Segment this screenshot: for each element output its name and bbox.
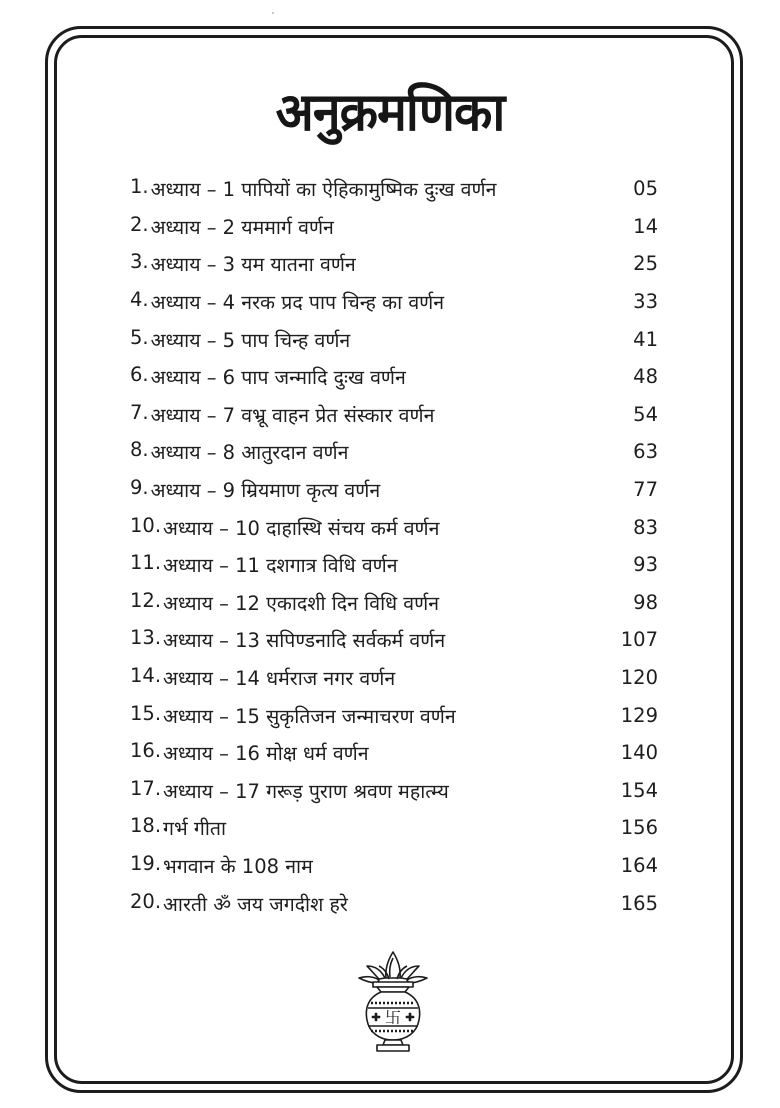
toc-entry-label: अध्याय – 3 यम यातना वर्णन [150,253,356,277]
toc-entry-number: 11. [130,551,162,575]
toc-entry-label: अध्याय – 14 धर्मराज नगर वर्णन [163,667,396,691]
toc-entry-page: 77 [633,478,658,502]
toc-entry[interactable] [130,659,658,697]
toc-entry-page: 129 [620,703,658,727]
toc-entry-page: 154 [620,778,658,802]
toc-entry-label: अध्याय – 13 सपिण्डनादि सर्वकर्म वर्णन [163,629,446,653]
toc-entry[interactable] [130,283,658,321]
toc-entry-number: 14. [130,664,162,688]
toc-entry-label: अध्याय – 7 वभ्रू वाहन प्रेत संस्कार वर्णन [150,403,435,427]
toc-entry-page: 48 [633,365,658,389]
toc-entry-number: 5. [130,325,149,349]
toc-entry-label: अध्याय – 15 सुकृतिजन जन्माचरण वर्णन [163,704,456,728]
toc-entry-label: अध्याय – 10 दाहास्थि संचय कर्म वर्णन [163,516,440,540]
table-of-contents [130,170,658,922]
toc-entry-label: आरती ॐ जय जगदीश हरे [163,892,348,916]
toc-entry-page: 54 [633,402,658,426]
toc-entry-page: 107 [620,628,658,652]
toc-entry[interactable] [130,546,658,584]
toc-entry-number: 18. [130,814,162,838]
toc-entry[interactable] [130,884,658,922]
toc-entry-number: 10. [130,513,162,537]
toc-entry[interactable] [130,508,658,546]
toc-entry-label: अध्याय – 12 एकादशी दिन विधि वर्णन [163,591,440,615]
toc-entry-label: अध्याय – 6 पाप जन्मादि दुःख वर्णन [150,366,406,390]
toc-entry-label: अध्याय – 4 नरक प्रद पाप चिन्ह का वर्णन [150,291,445,315]
toc-entry-page: 164 [620,853,658,877]
toc-entry-number: 2. [130,212,149,236]
toc-entry-label: अध्याय – 5 पाप चिन्ह वर्णन [150,328,351,352]
toc-entry-number: 3. [130,250,149,274]
paper-speck [272,12,274,14]
toc-entry-label: अध्याय – 1 पापियों का ऐहिकामुष्मिक दुःख वर्णन [150,178,497,202]
toc-entry-number: 7. [130,400,149,424]
toc-entry[interactable] [130,170,658,208]
toc-entry[interactable] [130,809,658,847]
toc-entry-label: अध्याय – 2 यममार्ग वर्णन [150,215,334,239]
toc-entry-label: अध्याय – 17 गरूड़ पुराण श्रवण महात्म्य [163,779,449,803]
toc-entry[interactable] [130,847,658,885]
toc-entry[interactable] [130,320,658,358]
toc-entry[interactable] [130,471,658,509]
toc-entry-page: 14 [633,214,658,238]
toc-entry-page: 05 [633,177,658,201]
toc-entry-page: 140 [620,741,658,765]
toc-entry-page: 93 [633,553,658,577]
toc-entry-number: 1. [130,175,149,199]
toc-entry-page: 156 [620,816,658,840]
toc-entry-page: 41 [633,327,658,351]
toc-entry-label: अध्याय – 8 आतुरदान वर्णन [150,441,349,465]
toc-entry-label: अध्याय – 11 दशगात्र विधि वर्णन [163,554,398,578]
toc-entry[interactable] [130,696,658,734]
toc-entry[interactable] [130,621,658,659]
toc-entry[interactable] [130,358,658,396]
toc-entry-number: 17. [130,776,162,800]
toc-entry[interactable] [130,396,658,434]
toc-entry-label: अध्याय – 16 मोक्ष धर्म वर्णन [163,742,369,766]
toc-entry-label: भगवान के 108 नाम [163,854,313,878]
toc-entry[interactable] [130,772,658,810]
toc-entry-number: 15. [130,701,162,725]
toc-entry-page: 63 [633,440,658,464]
toc-entry-number: 19. [130,851,162,875]
toc-entry-number: 9. [130,476,149,500]
toc-entry-page: 33 [633,290,658,314]
toc-entry-label: अध्याय – 9 म्रियमाण कृत्य वर्णन [150,479,381,503]
swastika-symbol: 卐 [384,1008,402,1027]
toc-entry-number: 8. [130,438,149,462]
page-title: अनुक्रमणिका [275,81,505,143]
toc-entry-label: गर्भ गीता [163,817,227,841]
toc-entry[interactable] [130,734,658,772]
toc-entry-page: 25 [633,252,658,276]
toc-entry-page: 98 [633,590,658,614]
toc-entry-number: 20. [130,889,162,913]
toc-entry[interactable] [130,245,658,283]
toc-entry-page: 83 [633,515,658,539]
toc-entry-number: 16. [130,739,162,763]
kalash-icon [355,948,431,1056]
toc-entry-number: 6. [130,363,149,387]
toc-entry-number: 4. [130,288,149,312]
toc-entry-page: 165 [620,891,658,915]
toc-entry[interactable] [130,208,658,246]
toc-entry-number: 12. [130,588,162,612]
toc-entry-page: 120 [620,666,658,690]
toc-entry[interactable] [130,433,658,471]
toc-entry-number: 13. [130,626,162,650]
toc-entry[interactable] [130,584,658,622]
